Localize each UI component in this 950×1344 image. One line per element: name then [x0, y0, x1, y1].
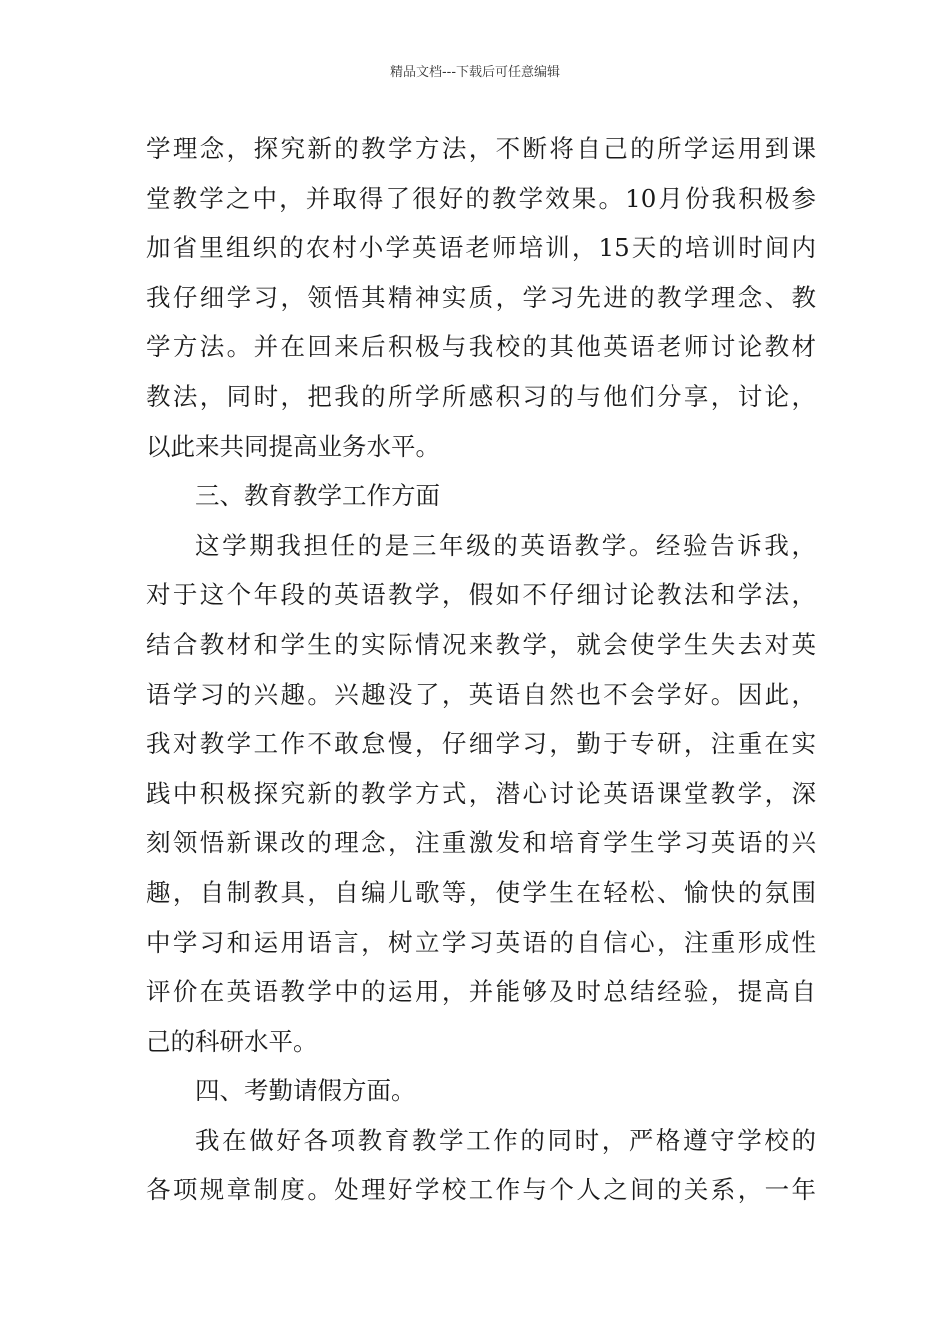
text-line: 各项规章制度。处理好学校工作与个人之间的关系，一年: [146, 1175, 816, 1205]
text-line: 语学习的兴趣。兴趣没了，英语自然也不会学好。因此，: [146, 679, 816, 709]
text-line: 加省里组织的农村小学英语老师培训，15天的培训时间内: [146, 233, 816, 263]
text-line: 学理念，探究新的教学方法，不断将自己的所学运用到课: [146, 134, 816, 163]
text-line: 堂教学之中，并取得了很好的教学效果。10月份我积极参: [146, 183, 816, 213]
text-line: 对于这个年段的英语教学，假如不仔细讨论教法和学法，: [146, 580, 816, 610]
text-line: 以此来共同提高业务水平。: [146, 431, 440, 461]
text-line: 这学期我担任的是三年级的英语教学。经验告诉我，: [195, 530, 816, 560]
text-line: 我在做好各项教育教学工作的同时，严格遵守学校的: [195, 1125, 816, 1155]
text-line: 教法，同时，把我的所学所感积习的与他们分享，讨论，: [146, 381, 816, 411]
section-heading: 三、教育教学工作方面: [195, 481, 440, 511]
text-line: 评价在英语教学中的运用，并能够及时总结经验，提高自: [146, 977, 816, 1007]
text-line: 践中积极探究新的教学方式，潜心讨论英语课堂教学，深: [146, 778, 816, 808]
document-body: [146, 124, 816, 1215]
text-line: 学方法。并在回来后积极与我校的其他英语老师讨论教材: [146, 332, 816, 362]
text-line: 刻领悟新课改的理念，注重激发和培育学生学习英语的兴: [146, 828, 816, 858]
text-line: 趣，自制教具，自编儿歌等，使学生在轻松、愉快的氛围: [146, 877, 816, 907]
text-line: 我仔细学习，领悟其精神实质，学习先进的教学理念、教: [146, 282, 816, 312]
section-heading: 四、考勤请假方面。: [195, 1076, 416, 1106]
text-line: 中学习和运用语言，树立学习英语的自信心，注重形成性: [146, 927, 816, 957]
text-line: 己的科研水平。: [146, 1026, 318, 1056]
text-line: 我对教学工作不敢怠慢，仔细学习，勤于专研，注重在实: [146, 729, 816, 759]
page-header: 精品文档---下载后可任意编辑: [389, 65, 561, 80]
text-line: 结合教材和学生的实际情况来教学，就会使学生失去对英: [146, 629, 816, 659]
